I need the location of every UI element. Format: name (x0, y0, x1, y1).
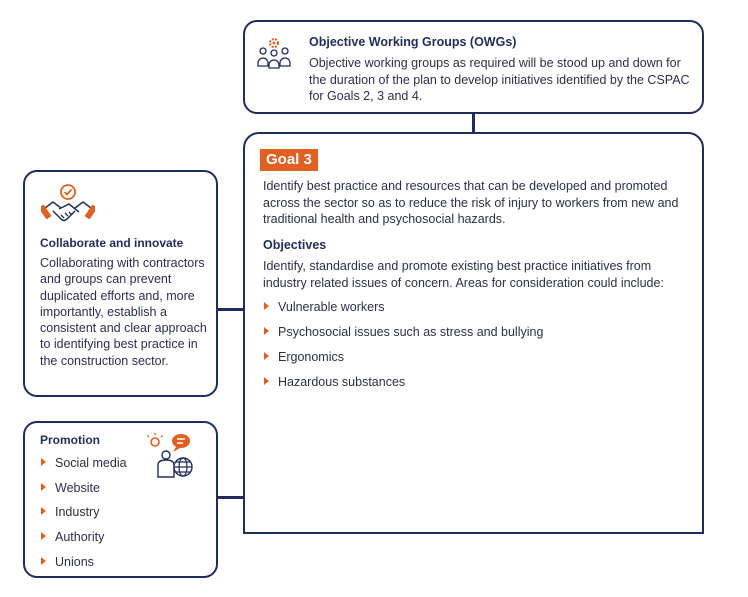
bullet-arrow-icon (264, 327, 269, 335)
list-item: Hazardous substances (263, 374, 543, 399)
objectives-heading: Objectives (263, 238, 327, 252)
goal-description: Identify best practice and resources that can be developed and promoted across the sector so as to reduce the risk of injury to workers from new and traditional health and psychosocial hazards. (263, 179, 679, 226)
objectives-text: Identify, standardise and promote existing best practice initiatives from industry related issues of concern. Areas for consideration could include: (263, 259, 664, 290)
list-item: Ergonomics (263, 349, 543, 374)
list-item: Social media (40, 455, 127, 480)
promotion-list (40, 455, 127, 578)
owg-title: Objective Working Groups (OWGs) (309, 35, 517, 49)
collaborate-title: Collaborate and innovate (40, 236, 184, 250)
list-item: Vulnerable workers (263, 299, 543, 324)
promotion-card (23, 421, 218, 578)
collaborate-card (23, 170, 218, 397)
list-item: Authority (40, 529, 127, 554)
bullet-arrow-icon (41, 532, 46, 540)
owg-description: Objective working groups as required will be stood up and down for the duration of the plan to develop initiatives identified by the CSPAC for Goals 2, 3 and 4. (309, 56, 690, 103)
list-item: Website (40, 480, 127, 505)
bullet-arrow-icon (41, 507, 46, 515)
person-speech-globe-icon (147, 433, 195, 481)
objectives-list (263, 299, 543, 399)
goal-card (243, 132, 704, 534)
connector-promo-goal (217, 496, 244, 499)
list-item: Psychosocial issues such as stress and bullying (263, 324, 543, 349)
team-settings-icon (257, 36, 291, 70)
bullet-arrow-icon (41, 483, 46, 491)
connector-collab-goal (217, 308, 244, 311)
bullet-arrow-icon (264, 352, 269, 360)
owg-card (243, 20, 704, 114)
bullet-arrow-icon (264, 377, 269, 385)
collaborate-description: Collaborating with contractors and groups can prevent duplicated efforts and, more importantly, establish a consistent and clear approach to identifying best practice in the construction sector. (40, 256, 207, 368)
bullet-arrow-icon (41, 458, 46, 466)
connector-owg-goal (472, 113, 475, 133)
bullet-arrow-icon (41, 557, 46, 565)
goal-badge: Goal 3 (260, 149, 318, 171)
handshake-icon (41, 181, 95, 229)
bullet-arrow-icon (264, 302, 269, 310)
promotion-title: Promotion (40, 433, 100, 447)
list-item: Industry (40, 504, 127, 529)
list-item: Unions (40, 554, 127, 579)
